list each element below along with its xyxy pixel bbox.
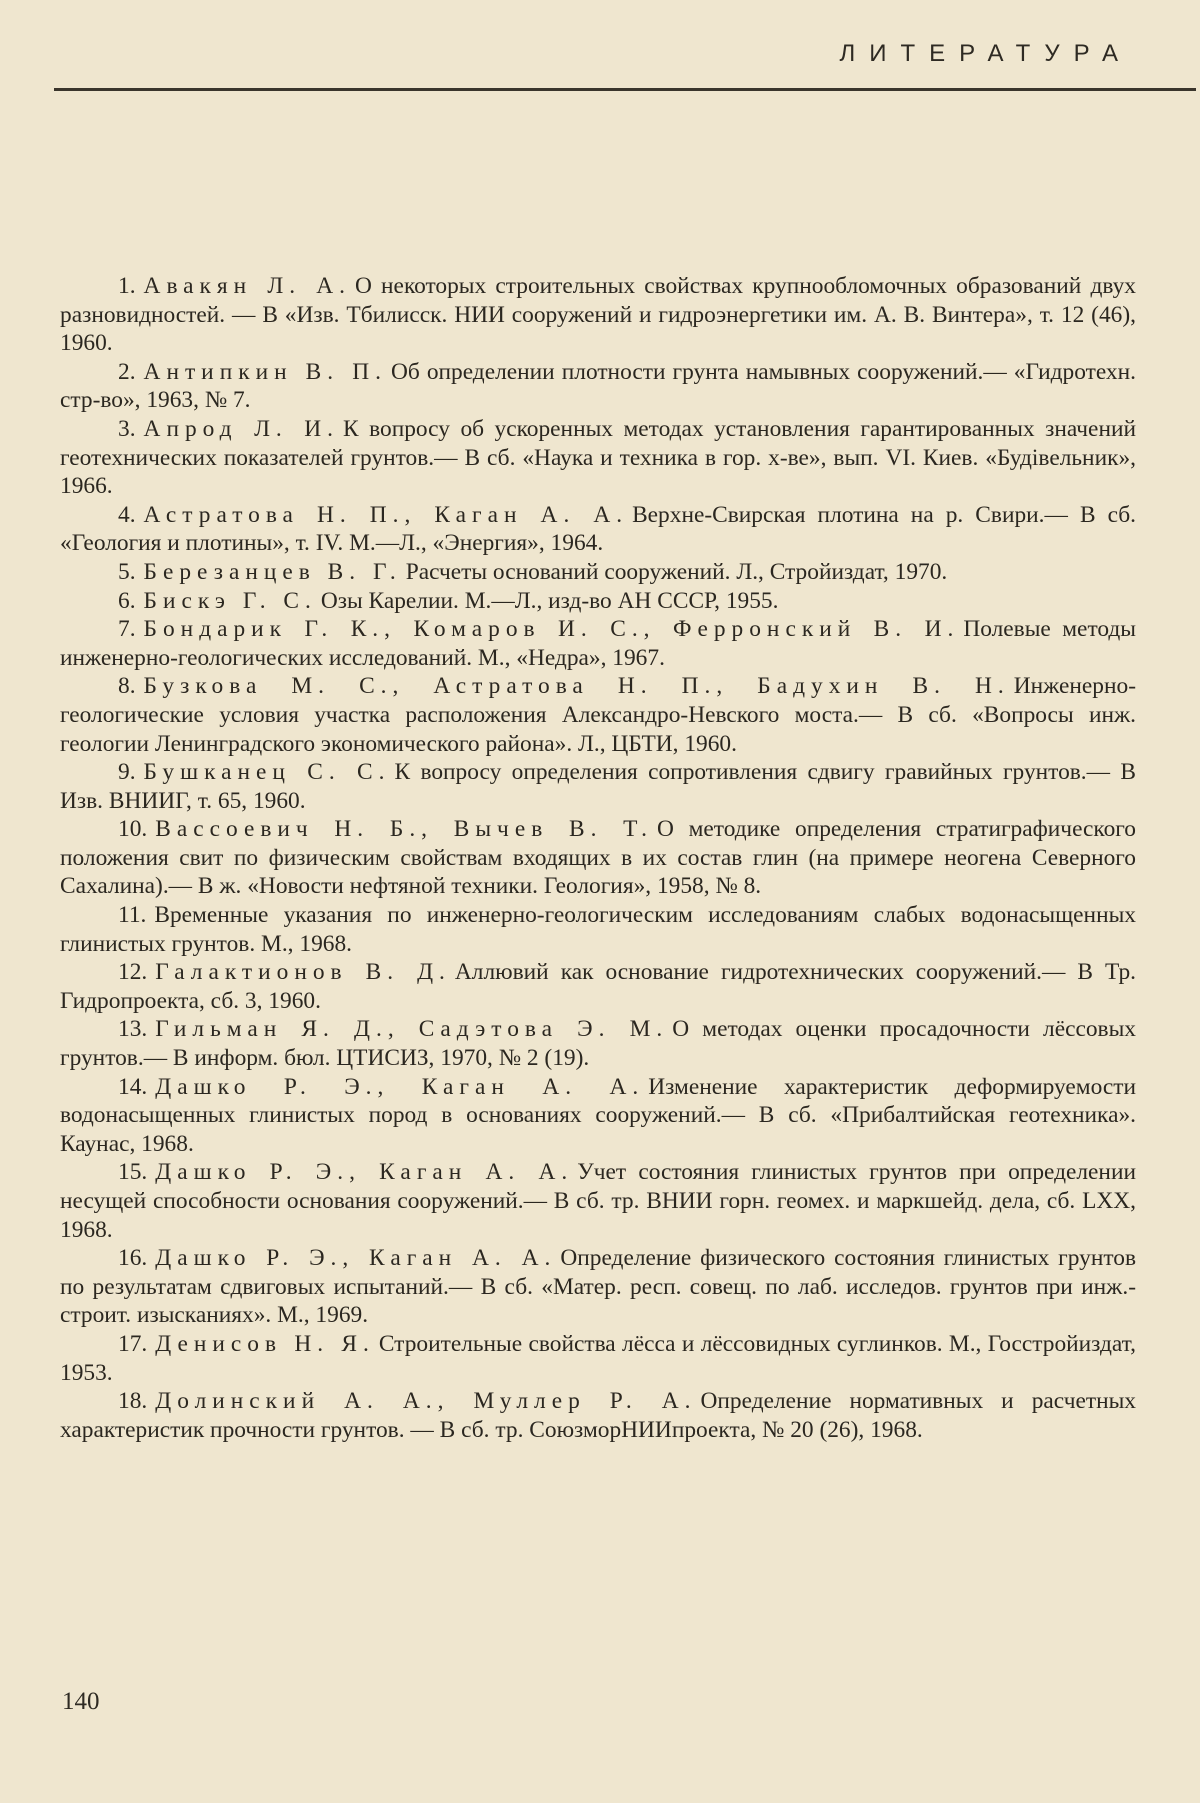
reference-number: 8. [118, 673, 136, 700]
reference-authors: Березанцев В. Г. [143, 558, 402, 585]
reference-text: О методике определения стратиграфического положения свит по физическим свойствам входящих в их состав глин (на примере неогена Северного Сахалина).— В ж. «Новости нефтяной техники. Геология», 1958, № 8. [60, 816, 1136, 900]
reference-list [60, 272, 1136, 1444]
reference-item [60, 415, 1136, 501]
reference-text: Озы Карелии. М.—Л., изд-во АН СССР, 1955. [320, 587, 779, 614]
reference-item [60, 815, 1136, 901]
reference-authors: Денисов Н. Я. [155, 1330, 375, 1357]
reference-text: Учет состояния глинистых грунтов при определении несущей способности основания сооружений.— В сб. тр. ВНИИ горн. геомех. и маркшейд. дела, сб. LXX, 1968. [60, 1159, 1136, 1243]
reference-item [60, 958, 1136, 1015]
reference-number: 14. [118, 1073, 148, 1100]
reference-item [60, 1073, 1136, 1159]
reference-text: О некоторых строительных свойствах крупнообломочных образований двух разновидностей. — В «Изв. Тбилисск. НИИ сооружений и гидроэнергетики им. А. В. Винтера», т. 12 (46), 1960. [60, 273, 1136, 357]
reference-item [60, 758, 1136, 815]
reference-text: Полевые методы инженерно-геологических исследований. М., «Недра», 1967. [60, 616, 1136, 671]
reference-item [60, 587, 1136, 616]
reference-authors: Галактионов В. Д. [155, 959, 451, 986]
reference-text: К вопросу об ускоренных методах установления гарантированных значений геотехнических показателей грунтов.— В сб. «Наука и техника в гор. х-ве», вып. VI. Киев. «Будiвельник», 1966. [60, 415, 1136, 500]
reference-item [60, 558, 1136, 587]
reference-number: 13. [118, 1016, 148, 1043]
reference-number: 15. [118, 1159, 148, 1186]
reference-authors: Дашко Р. Э., Каган А. А. [155, 1073, 645, 1100]
reference-text: Инженерно-геологические условия участка расположения Александро-Невского моста.— В сб. «Вопросы инж. геологии Ленинградского экономического района». Л., ЦБТИ, 1960. [60, 673, 1136, 757]
reference-number: 17. [118, 1330, 148, 1357]
reference-authors: Дашко Р. Э., Каган А. А. [155, 1159, 574, 1186]
reference-text: Изменение характеристик деформируемости водонасыщенных глинистых пород в основаниях сооружений.— В сб. «Прибалтийская геотехника». Каунас, 1968. [60, 1073, 1136, 1157]
reference-text: Об определении плотности грунта намывных сооружений.— «Гидротехн. стр-во», 1963, № 7. [60, 358, 1136, 414]
reference-text: Расчеты оснований сооружений. Л., Стройиздат, 1970. [405, 558, 948, 585]
reference-authors: Вассоевич Н. Б., Вычев В. Т. [155, 816, 653, 843]
reference-authors: Долинский А. А., Муллер Р. А. [155, 1388, 697, 1415]
reference-number: 9. [118, 759, 136, 786]
reference-item [60, 672, 1136, 758]
header-rule [54, 88, 1196, 91]
reference-authors: Бузкова М. С., Астратова Н. П., Бадухин В. Н. [143, 673, 1010, 700]
running-title: ЛИТЕРАТУРА [839, 40, 1132, 67]
reference-item [60, 615, 1136, 672]
page-number: 140 [62, 1688, 100, 1715]
reference-number: 5. [118, 558, 136, 585]
reference-number: 12. [118, 959, 148, 986]
reference-number: 2. [118, 358, 136, 385]
reference-number: 3. [118, 415, 136, 442]
reference-item [60, 501, 1136, 558]
reference-text: Аллювий как основание гидротехнических сооружений.— В Тр. Гидропроекта, сб. 3, 1960. [60, 959, 1136, 1014]
reference-text: Временные указания по инженерно-геологическим исследованиям слабых водонасыщенных глинистых грунтов. М., 1968. [60, 902, 1136, 957]
reference-authors: Бушканец С. С. [143, 759, 391, 786]
reference-text: О методах оценки просадочности лёссовых грунтов.— В информ. бюл. ЦТИСИЗ, 1970, № 2 (19). [60, 1016, 1136, 1072]
reference-authors: Астратова Н. П., Каган А. А. [143, 501, 629, 528]
reference-number: 18. [118, 1388, 148, 1415]
reference-item [60, 901, 1136, 958]
reference-number: 1. [118, 273, 136, 299]
reference-authors: Апрод Л. И. [143, 415, 340, 442]
reference-text: Строительные свойства лёсса и лёссовидных суглинков. М., Госстройиздат, 1953. [60, 1330, 1136, 1386]
reference-item [60, 1330, 1136, 1387]
reference-text: Определение физического состояния глинистых грунтов по результатам сдвиговых испытаний.— В сб. «Матер. респ. совещ. по лаб. исследов. грунтов при инж.-строит. изысканиях». М., 1969. [60, 1245, 1136, 1329]
reference-item [60, 358, 1136, 415]
reference-authors: Антипкин В. П. [143, 358, 387, 385]
reference-text: К вопросу определения сопротивления сдвигу гравийных грунтов.— В Изв. ВНИИГ, т. 65, 1960. [60, 759, 1136, 814]
reference-authors: Бискэ Г. С. [143, 587, 317, 614]
reference-number: 10. [118, 816, 148, 843]
reference-text: Верхне-Свирская плотина на р. Свири.— В сб. «Геология и плотины», т. IV. М.—Л., «Энергия», 1964. [60, 501, 1136, 557]
reference-item [60, 1244, 1136, 1330]
reference-number: 16. [118, 1245, 148, 1272]
reference-item [60, 1015, 1136, 1072]
reference-authors: Бондарик Г. К., Комаров И. С., Ферронский В. И. [143, 616, 960, 643]
reference-authors: Гильман Я. Д., Садэтова Э. М. [155, 1016, 669, 1043]
reference-number: 6. [118, 587, 136, 614]
reference-number: 11. [118, 902, 147, 929]
reference-number: 4. [118, 501, 136, 528]
reference-authors: Дашко Р. Э., Каган А. А. [155, 1245, 557, 1272]
reference-item [60, 1158, 1136, 1244]
reference-authors: Авакян Л. А. [143, 273, 351, 299]
reference-number: 7. [118, 616, 136, 643]
reference-item [60, 1387, 1136, 1444]
reference-item [60, 272, 1136, 358]
reference-text: Определение нормативных и расчетных характеристик прочности грунтов. — В сб. тр. СоюзморНИИпроекта, № 20 (26), 1968. [60, 1388, 1137, 1443]
